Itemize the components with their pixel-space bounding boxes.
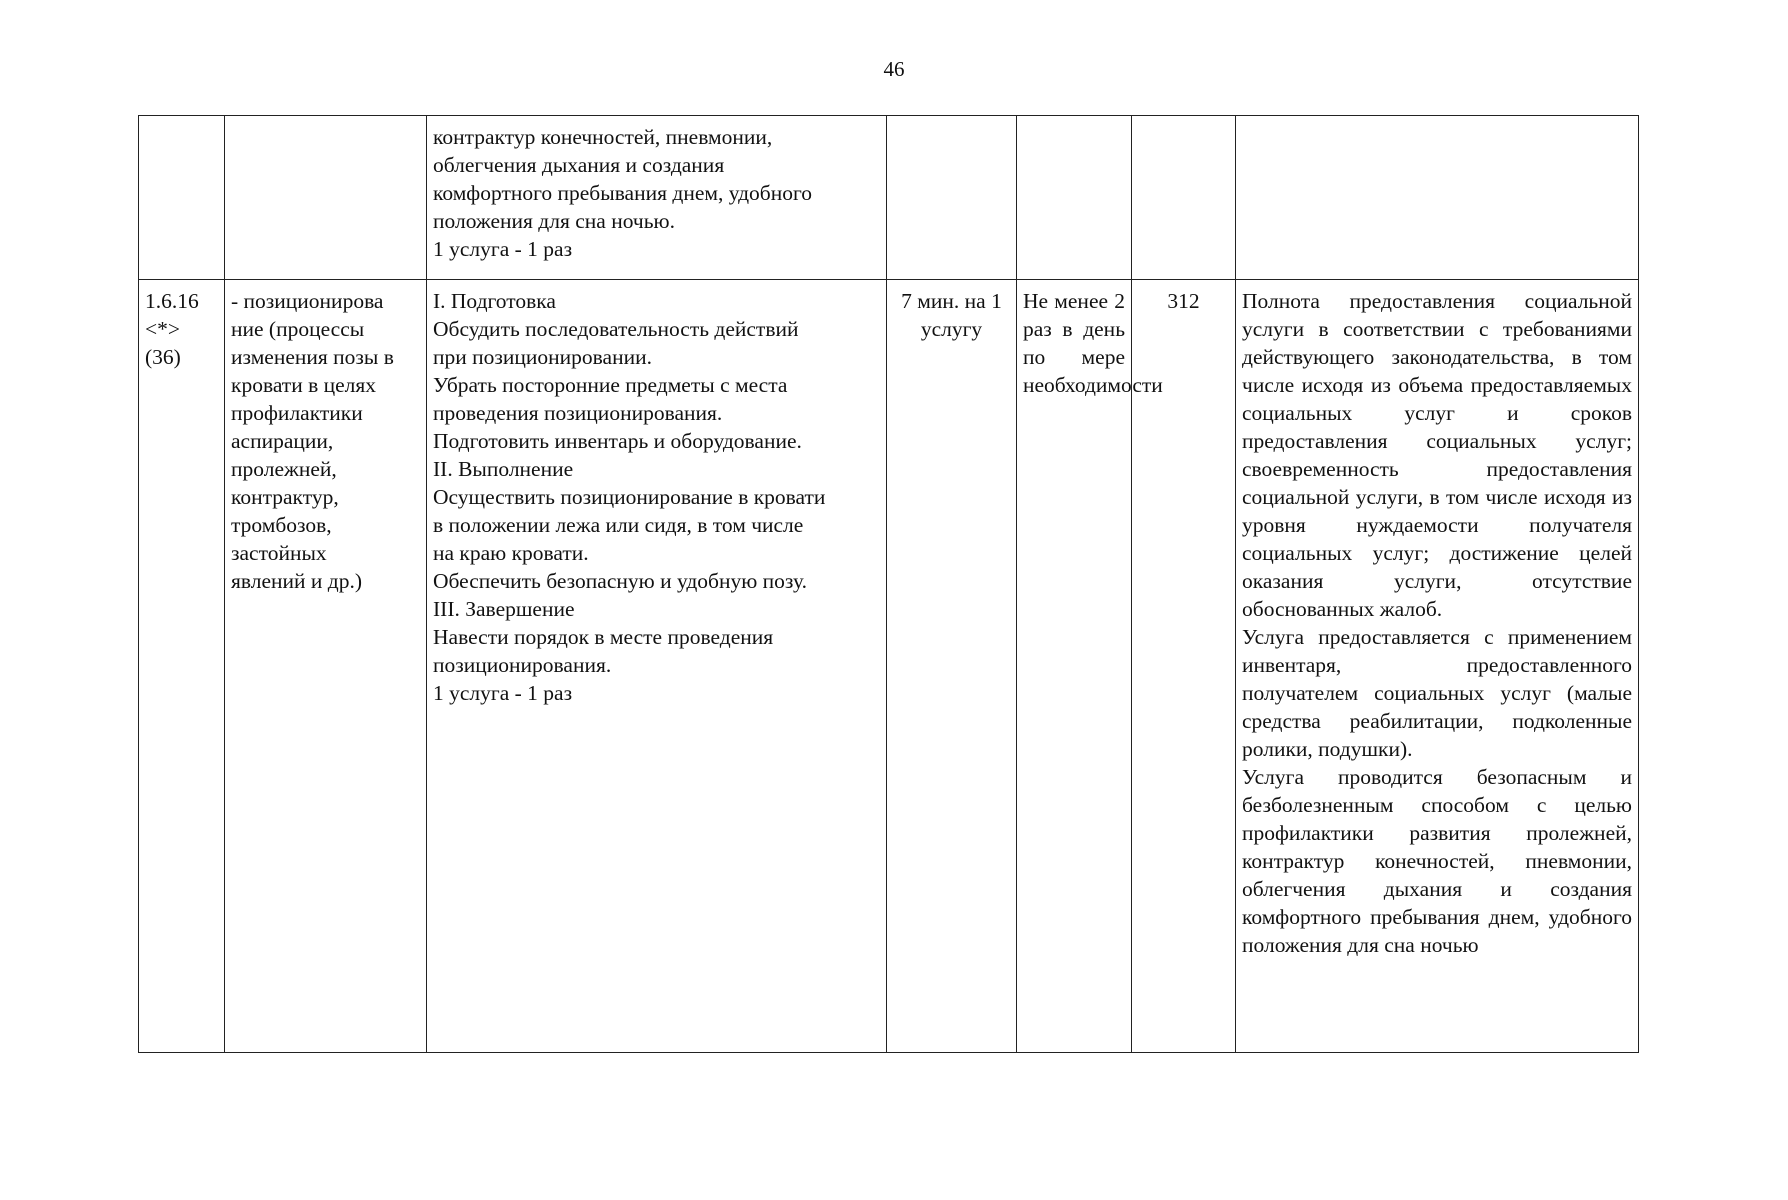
description-line: 1 услуга - 1 раз — [433, 237, 573, 261]
name-line: явлений и др.) — [231, 569, 363, 593]
name-line: профилактики — [231, 401, 363, 425]
description-line: Навести порядок в месте проведения — [433, 625, 774, 649]
quality-paragraph: Услуга предоставляется с применением инвентаря, предоставленного получателем социальных услуг (малые средства реабилитации, подколенные ролики, подушки). — [1242, 625, 1632, 761]
cell-quality-indicators — [1236, 280, 1639, 1053]
cell-frequency — [1017, 116, 1132, 280]
description-line: Подготовить инвентарь и оборудование. — [433, 429, 802, 453]
name-line: - позиционирова — [231, 289, 384, 313]
description-line: 1 услуга - 1 раз — [433, 681, 573, 705]
table-row-1-6-16 — [139, 280, 1639, 1053]
name-line: застойных — [231, 541, 327, 565]
cell-code — [139, 280, 225, 1053]
cell-description — [427, 280, 887, 1053]
table-row-continuation — [139, 116, 1639, 280]
cell-frequency: Не менее 2 раз в день по мере необходимости — [1017, 280, 1132, 1053]
service-standards-table — [138, 115, 1639, 1053]
description-line: III. Завершение — [433, 597, 575, 621]
cell-price — [1132, 116, 1236, 280]
quality-paragraph: Полнота предоставления социальной услуги в соответствии с требованиями действующего законодательства, в том числе исходя из объема предоставляемых социальных услуг и сроков предоставления социальных услуг; своевременность предоставления социальной услуги, в том числе исходя из уровня нуждаемости получателя социальных услуг; достижение целей оказания услуги, отсутствие обоснованных жалоб. — [1242, 289, 1632, 621]
description-line: контрактур конечностей, пневмонии, — [433, 125, 773, 149]
description-line: Убрать посторонние предметы с места — [433, 373, 788, 397]
cell-description — [427, 116, 887, 280]
cell-price: 312 — [1132, 280, 1236, 1053]
description-line: в положении лежа или сидя, в том числе — [433, 513, 804, 537]
description-line: Осуществить позиционирование в кровати — [433, 485, 826, 509]
code-line: (36) — [145, 345, 181, 369]
description-line: позиционирования. — [433, 653, 612, 677]
name-line: изменения позы в — [231, 345, 394, 369]
description-line: облегчения дыхания и создания — [433, 153, 725, 177]
description-line: Обсудить последовательность действий — [433, 317, 799, 341]
cell-time-norm: 7 мин. на 1 услугу — [887, 280, 1017, 1053]
description-line: проведения позиционирования. — [433, 401, 723, 425]
description-line: Обеспечить безопасную и удобную позу. — [433, 569, 807, 593]
cell-time-norm — [887, 116, 1017, 280]
description-line: комфортного пребывания днем, удобного — [433, 181, 813, 205]
description-line: при позиционировании. — [433, 345, 652, 369]
name-line: тромбозов, — [231, 513, 332, 537]
name-line: контрактур, — [231, 485, 339, 509]
description-line: положения для сна ночью. — [433, 209, 675, 233]
code-line: 1.6.16 — [145, 289, 199, 313]
description-line: на краю кровати. — [433, 541, 589, 565]
page-number: 46 — [883, 57, 905, 81]
cell-code — [139, 116, 225, 280]
description-line: I. Подготовка — [433, 289, 556, 313]
description-line: II. Выполнение — [433, 457, 574, 481]
name-line: ние (процессы — [231, 317, 365, 341]
code-line: <*> — [145, 317, 181, 341]
quality-paragraph: Услуга проводится безопасным и безболезненным способом с целью профилактики развития пролежней, контрактур конечностей, пневмонии, облегчения дыхания и создания комфортного пребывания днем, удобного положения для сна ночью — [1242, 765, 1632, 957]
cell-service-name — [225, 116, 427, 280]
cell-service-name — [225, 280, 427, 1053]
cell-quality-indicators — [1236, 116, 1639, 280]
name-line: кровати в целях — [231, 373, 377, 397]
name-line: аспирации, — [231, 429, 334, 453]
name-line: пролежней, — [231, 457, 337, 481]
